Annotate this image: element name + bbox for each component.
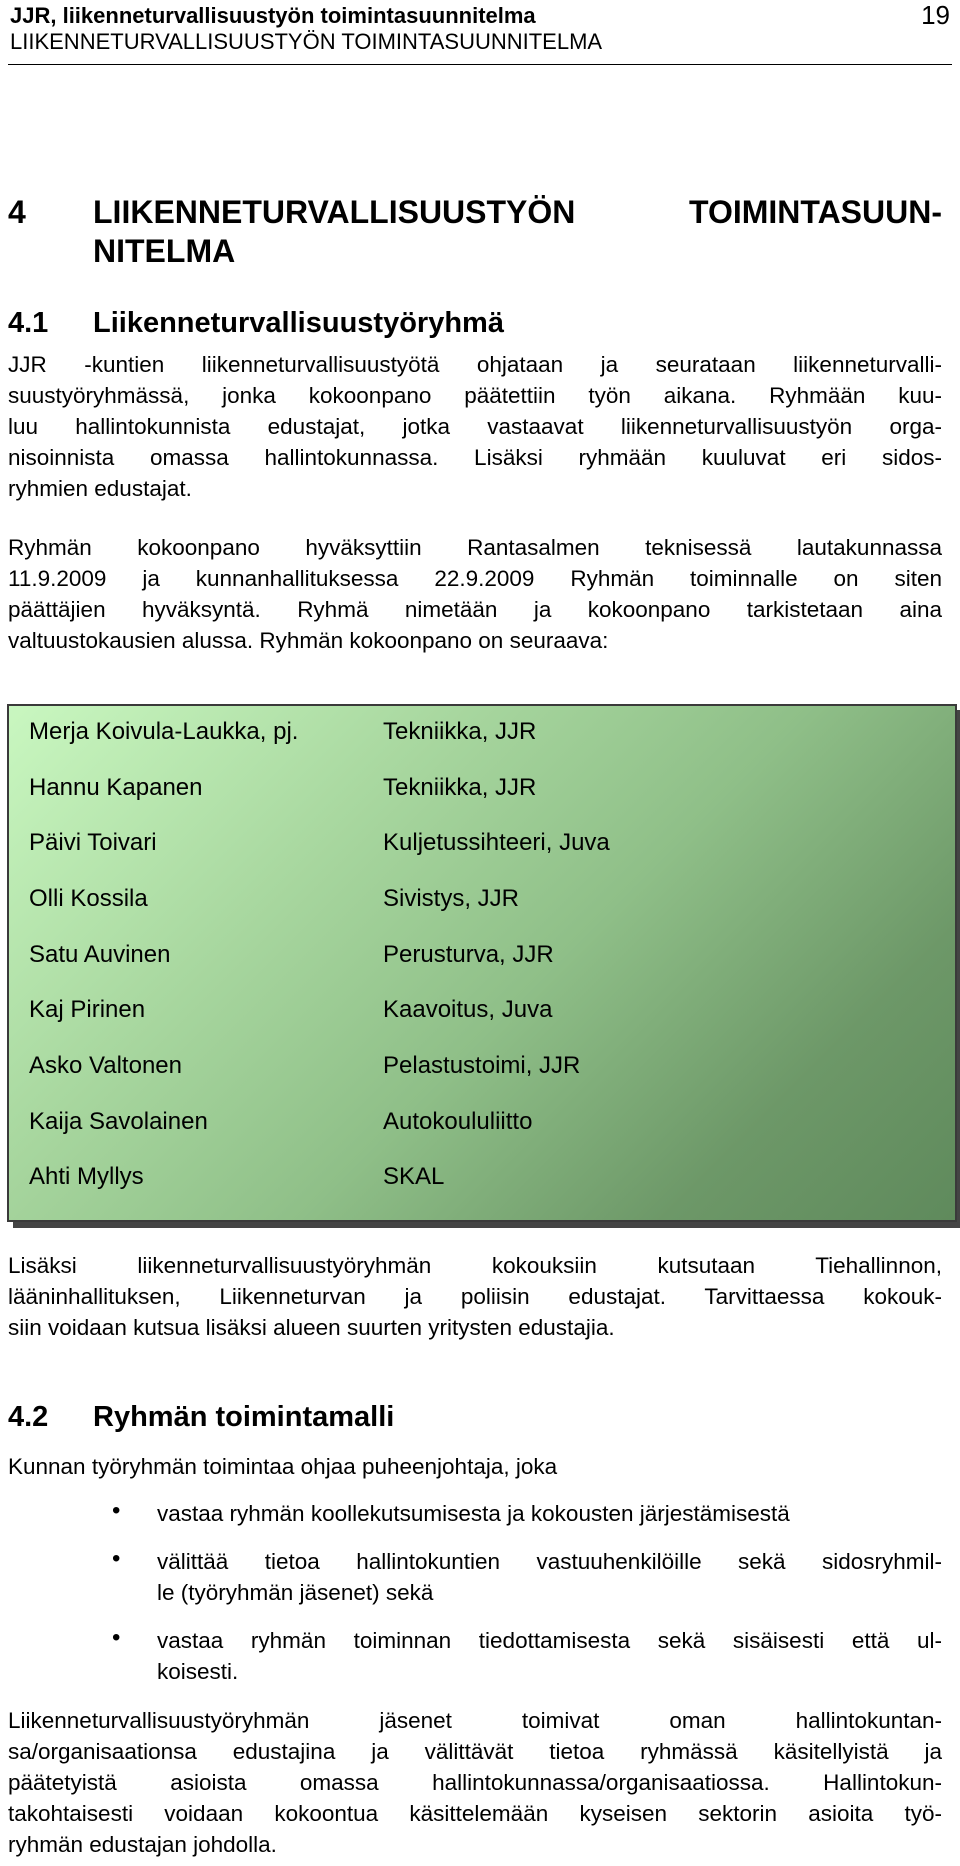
text-line: JJR -kuntien liikenneturvallisuustyötä ohjataan ja seurataan liikenneturvalli- bbox=[8, 352, 942, 377]
text-line: lääninhallituksen, Liikenneturvan ja poliisin edustajat. Tarvittaessa kokouk- bbox=[8, 1284, 942, 1309]
member-role: SKAL bbox=[383, 1163, 445, 1190]
text-line: 11.9.2009 ja kunnanhallituksessa 22.9.2009 Ryhmän toiminnalle on siten bbox=[8, 566, 942, 591]
chapter-title-left: LIIKENNETURVALLISUUSTYÖN bbox=[93, 194, 576, 230]
header-divider bbox=[8, 64, 952, 65]
text-line: sa/organisaationsa edustajina ja välittävät tietoa ryhmässä käsitellyistä ja bbox=[8, 1739, 942, 1764]
text-line: ryhmän edustajan johdolla. bbox=[8, 1832, 277, 1857]
list-item bbox=[157, 1498, 942, 1529]
paragraph bbox=[8, 1705, 942, 1860]
text-line: välittää tietoa hallintokuntien vastuuhenkilöille sekä sidosryhmil- bbox=[157, 1549, 942, 1574]
list-item bbox=[157, 1625, 942, 1687]
member-name: Ahti Myllys bbox=[29, 1163, 144, 1190]
member-role: Kuljetussihteeri, Juva bbox=[383, 829, 610, 856]
member-role: Tekniikka, JJR bbox=[383, 774, 537, 801]
section-title: Ryhmän toimintamalli bbox=[93, 1401, 395, 1433]
text-line: vastaa ryhmän koollekutsumisesta ja kokousten järjestämisestä bbox=[157, 1501, 790, 1526]
member-name: Satu Auvinen bbox=[29, 941, 171, 968]
section-number: 4.2 bbox=[8, 1401, 49, 1433]
section-title: Liikenneturvallisuustyöryhmä bbox=[93, 307, 504, 339]
text-line: le (työryhmän jäsenet) sekä bbox=[157, 1580, 434, 1605]
member-name: Merja Koivula-Laukka, pj. bbox=[29, 718, 299, 745]
text-line: Lisäksi liikenneturvallisuustyöryhmän kokouksiin kutsutaan Tiehallinnon, bbox=[8, 1253, 942, 1278]
member-name: Kaj Pirinen bbox=[29, 996, 146, 1023]
document-subtitle: LIIKENNETURVALLISUUSTYÖN TOIMINTASUUNNITELMA bbox=[10, 29, 603, 54]
member-name: Hannu Kapanen bbox=[29, 774, 203, 801]
page-number: 19 bbox=[921, 0, 950, 30]
paragraph bbox=[8, 532, 942, 656]
member-role: Autokoululiitto bbox=[383, 1108, 533, 1135]
member-name: Olli Kossila bbox=[29, 885, 148, 912]
member-name: Kaija Savolainen bbox=[29, 1108, 208, 1135]
text-line: Ryhmän kokoonpano hyväksyttiin Rantasalmen teknisessä lautakunnassa bbox=[8, 535, 942, 560]
paragraph bbox=[8, 1451, 942, 1482]
text-line: valtuustokausien alussa. Ryhmän kokoonpano on seuraava: bbox=[8, 628, 609, 653]
text-line: päättäjien hyväksyntä. Ryhmä nimetään ja kokoonpano tarkistetaan aina bbox=[8, 597, 942, 622]
text-line: vastaa ryhmän toiminnan tiedottamisesta sekä sisäisesti että ul- bbox=[157, 1628, 942, 1653]
list-item bbox=[157, 1546, 942, 1608]
member-name: Asko Valtonen bbox=[29, 1052, 182, 1079]
text-line: päätetyistä asioista omassa hallintokunnassa/organisaatiossa. Hallintokun- bbox=[8, 1770, 942, 1795]
member-role: Pelastustoimi, JJR bbox=[383, 1052, 581, 1079]
document-title: JJR, liikenneturvallisuustyön toimintasuunnitelma bbox=[10, 3, 536, 28]
paragraph bbox=[8, 1250, 942, 1343]
paragraph bbox=[8, 349, 942, 504]
text-line: siin voidaan kutsua lisäksi alueen suurten yritysten edustajia. bbox=[8, 1315, 615, 1340]
bullet-icon: • bbox=[112, 1545, 121, 1572]
members-box bbox=[7, 704, 957, 1222]
member-role: Sivistys, JJR bbox=[383, 885, 520, 912]
bullet-icon: • bbox=[112, 1497, 121, 1524]
text-line: nisoinnista omassa hallintokunnassa. Lisäksi ryhmään kuuluvat eri sidos- bbox=[8, 445, 942, 470]
section-number: 4.1 bbox=[8, 307, 49, 339]
text-line: suustyöryhmässä, jonka kokoonpano päätettiin työn aikana. Ryhmään kuu- bbox=[8, 383, 942, 408]
member-role: Perusturva, JJR bbox=[383, 941, 554, 968]
chapter-number: 4 bbox=[8, 194, 26, 230]
bullet-icon: • bbox=[112, 1624, 121, 1651]
member-name: Päivi Toivari bbox=[29, 829, 157, 856]
member-role: Kaavoitus, Juva bbox=[383, 996, 553, 1023]
text-line: takohtaisesti voidaan kokoontua käsittelemään kyseisen sektorin asioita työ- bbox=[8, 1801, 942, 1826]
text-line: koisesti. bbox=[157, 1659, 239, 1684]
text-line: ryhmien edustajat. bbox=[8, 476, 192, 501]
chapter-title-right: TOIMINTASUUN- bbox=[688, 194, 942, 230]
text-line: Kunnan työryhmän toimintaa ohjaa puheenjohtaja, joka bbox=[8, 1454, 558, 1479]
member-role: Tekniikka, JJR bbox=[383, 718, 537, 745]
chapter-title-line2: NITELMA bbox=[93, 233, 236, 269]
text-line: Liikenneturvallisuustyöryhmän jäsenet toimivat oman hallintokuntan- bbox=[8, 1708, 942, 1733]
text-line: luu hallintokunnista edustajat, jotka vastaavat liikenneturvallisuustyön orga- bbox=[8, 414, 942, 439]
